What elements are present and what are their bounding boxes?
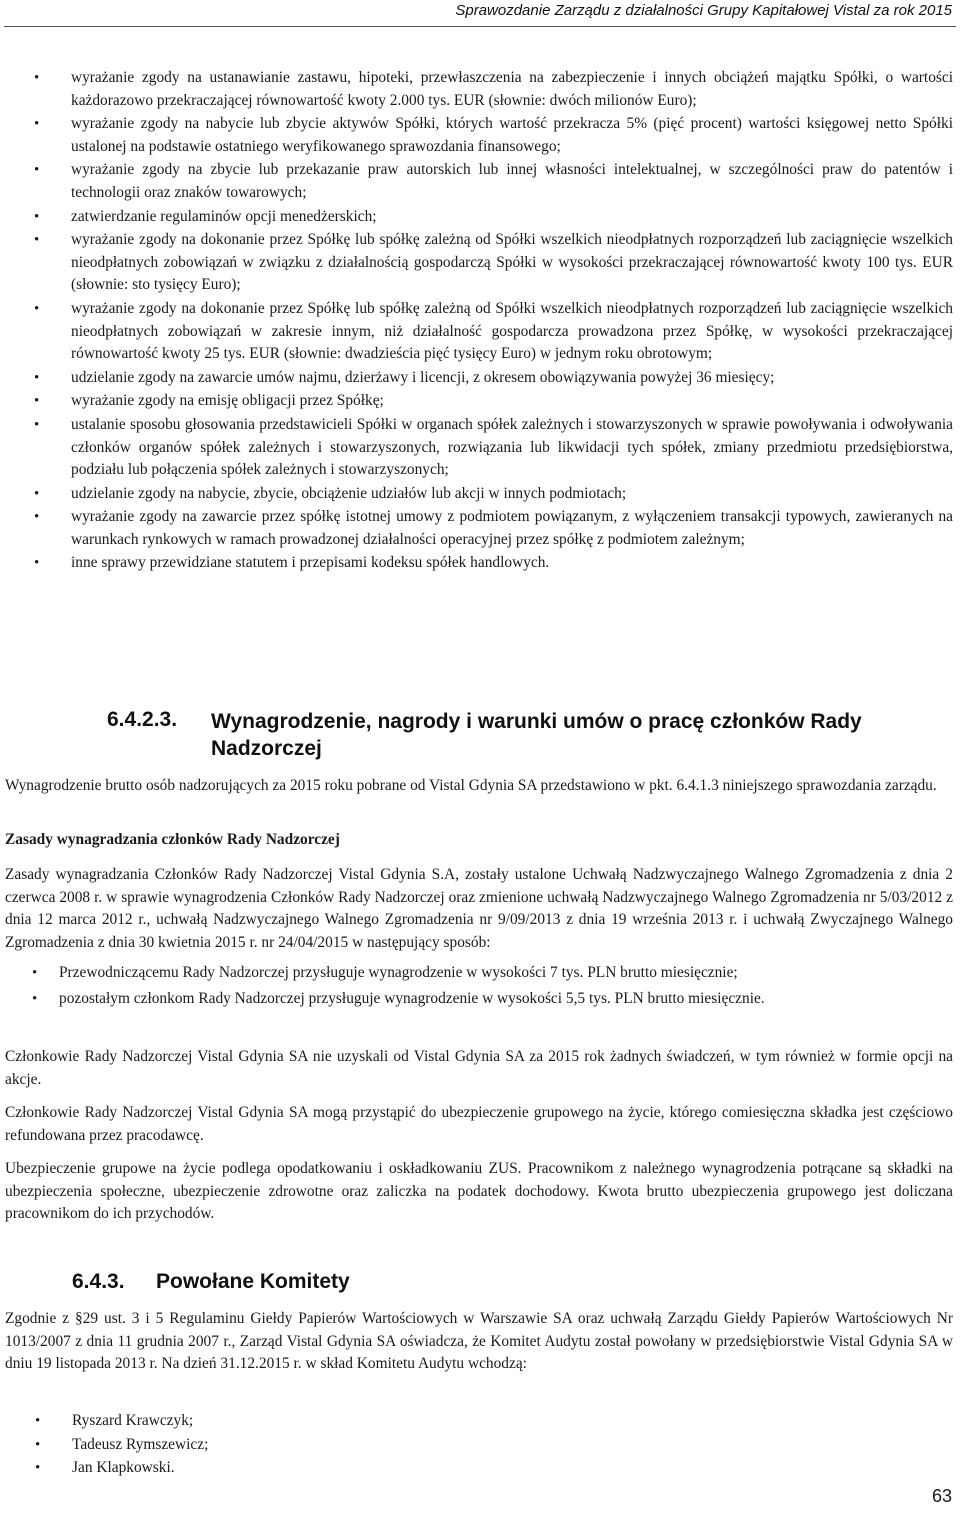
list-item: • Tadeusz Rymszewicz; [35,1435,209,1453]
section-title: Wynagrodzenie, nagrody i warunki umów o pracę członków Rady Nadzorczej [211,710,862,760]
header-divider [4,26,956,27]
remuneration-intro: Wynagrodzenie brutto osób nadzorujących za 2015 roku pobrane od Vistal Gdynia SA przedstawiono w pkt. 6.4.1.3 niniejszego sprawozdania zarządu. [5,777,937,794]
section-heading-remuneration [107,708,957,768]
committee-paragraph: Zgodnie z §29 ust. 3 i 5 Regulaminu Giełdy Papierów Wartościowych w Warszawie SA oraz uchwałą Zarządu Giełdy Papierów Wartościowych Nr 1013/2007 z dnia 11 grudnia 2007 r., Zarząd Vistal Gdynia SA oświadcza, że Komitet Audytu został powołany w przedsiębiorstwie Vistal Gdynia SA w dniu 19 listopada 2013 r. Na dzień 31.12.2015 r. w skład Komitetu Audytu wchodzą: [5,1310,953,1373]
list-item: • wyrażanie zgody na dokonanie przez Spółkę lub spółkę zależną od Spółki wszelkich nieodpłatnych rozporządzeń lub zaciągnięcie wszelkich nieodpłatnych zobowiązań w związku z działalnością gospodarczą Spółki w wysokości przekraczającej równowartość kwoty 100 tys. EUR (słownie: sto tysięcy Euro); [34,231,953,294]
running-header: Sprawozdanie Zarządu z działalności Grupy Kapitałowej Vistal za rok 2015 [455,2,952,19]
insurance-tax-paragraph: Ubezpieczenie grupowe na życie podlega opodatkowaniu i oskładkowaniu ZUS. Pracownikom z należnego wynagrodzenia potrącane są składki na ubezpieczenia społeczne, ubezpieczenie zdrowotne oraz zaliczka na podatek dochodowy. Kwota brutto ubezpieczenia grupowego jest doliczana pracownikom do ich przychodów. [5,1160,953,1223]
section-number: 6.4.3. [72,1270,125,1293]
remuneration-amounts-list [32,962,953,1013]
list-item: • zatwierdzanie regulaminów opcji menedżerskich; [34,207,377,225]
list-item: • ustalanie sposobu głosowania przedstawicieli Spółki w organach spółek zależnych i stowarzyszonych w sprawie powoływania i odwoływania członków organów spółek zależnych i stowarzyszonych, rozwiązania lub likwidacji tych spółek, zmiany przedmiotu przedsiębiorstwa, podziału lub połączenia spółek zależnych i stowarzyszonych; [34,415,953,479]
list-item: • Ryszard Krawczyk; [35,1412,194,1429]
list-item: • Przewodniczącemu Rady Nadzorczej przysługuje wynagrodzenie w wysokości 7 tys. PLN brutto miesięcznie; [32,964,738,981]
benefits-paragraph: Członkowie Rady Nadzorczej Vistal Gdynia SA nie uzyskali od Vistal Gdynia SA za 2015 rok żadnych świadczeń, w tym również w formie opcji na akcje. [5,1048,953,1088]
supervisory-board-powers-list [34,67,953,576]
list-item: • wyrażanie zgody na ustanawianie zastawu, hipoteki, przewłaszczenia na zabezpieczenie i innych obciążeń majątku Spółki, o wartości każdorazowo przekraczającej równowartość kwoty 2.000 tys. EUR (słownie: dwóch milionów Euro); [34,69,953,109]
section-heading-committees [72,1270,572,1300]
list-item: • wyrażanie zgody na zawarcie przez spółkę istotnej umowy z podmiotem powiązanym, z wyłączeniem transakcji typowych, zawieranych na warunkach rynkowych w ramach prowadzonej działalności operacyjnej przez spółkę z podmiotem zależnym; [34,508,953,548]
list-item: • wyrażanie zgody na emisję obligacji przez Spółkę; [34,392,384,410]
list-item: • wyrażanie zgody na zbycie lub przekazanie praw autorskich lub innej własności intelektualnej, w szczególności praw do patentów i technologii oraz znaków towarowych; [34,161,953,201]
page-number: 63 [931,1486,952,1506]
list-item: • udzielanie zgody na nabycie, zbycie, obciążenie udziałów lub akcji w innych podmiotach; [34,484,627,502]
subheading-remuneration-rules: Zasady wynagradzania członków Rady Nadzorczej [5,831,340,848]
list-item: • Jan Klapkowski. [35,1459,175,1477]
section-number: 6.4.2.3. [107,708,178,731]
remuneration-rules-text: Zasady wynagradzania Członków Rady Nadzorczej Vistal Gdynia S.A, zostały ustalone Uchwałą Nadzwyczajnego Walnego Zgromadzenia z dnia 2 czerwca 2008 r. w sprawie wynagrodzenia Członków Rady Nadzorczej oraz zmienione uchwałą Nadzwyczajnego Walnego Zgromadzenia nr 5/03/2012 z dnia 12 marca 2012 r., uchwałą Nadzwyczajnego Walnego Zgromadzenia nr 9/09/2013 z dnia 19 września 2013 r. i uchwałą Zwyczajnego Walnego Zgromadzenia z dnia 30 kwietnia 2015 r. nr 24/04/2015 w następujący sposób: [5,866,953,951]
insurance-paragraph: Członkowie Rady Nadzorczej Vistal Gdynia SA mogą przystąpić do ubezpieczenie grupowego na życie, którego comiesięczna składka jest częściowo refundowana przez pracodawcę. [5,1104,953,1144]
list-item: • wyrażanie zgody na nabycie lub zbycie aktywów Spółki, których wartość przekracza 5% (pięć procent) wartości księgowej netto Spółki ustalonej na podstawie ostatniego weryfikowanego sprawozdania finansowego; [34,115,953,155]
section-title: Powołane Komitety [156,1270,350,1293]
list-item: • pozostałym członkom Rady Nadzorczej przysługuje wynagrodzenie w wysokości 5,5 tys. PLN brutto miesięcznie. [32,989,765,1007]
audit-committee-members-list [35,1410,472,1481]
list-item: • wyrażanie zgody na dokonanie przez Spółkę lub spółkę zależną od Spółki wszelkich nieodpłatnych rozporządzeń lub zaciągnięcie wszelkich nieodpłatnych zobowiązań w zakresie innym, niż działalność gospodarcza prowadzona przez Spółkę, w wysokości przekraczającej równowartość kwoty 25 tys. EUR (słownie: dwadzieścia pięć tysięcy Euro) w jednym roku obrotowym; [34,299,953,363]
list-item: • inne sprawy przewidziane statutem i przepisami kodeksu spółek handlowych. [34,554,550,572]
list-item: • udzielanie zgody na zawarcie umów najmu, dzierżawy i licencji, z okresem obowiązywania powyżej 36 miesięcy; [34,368,775,386]
